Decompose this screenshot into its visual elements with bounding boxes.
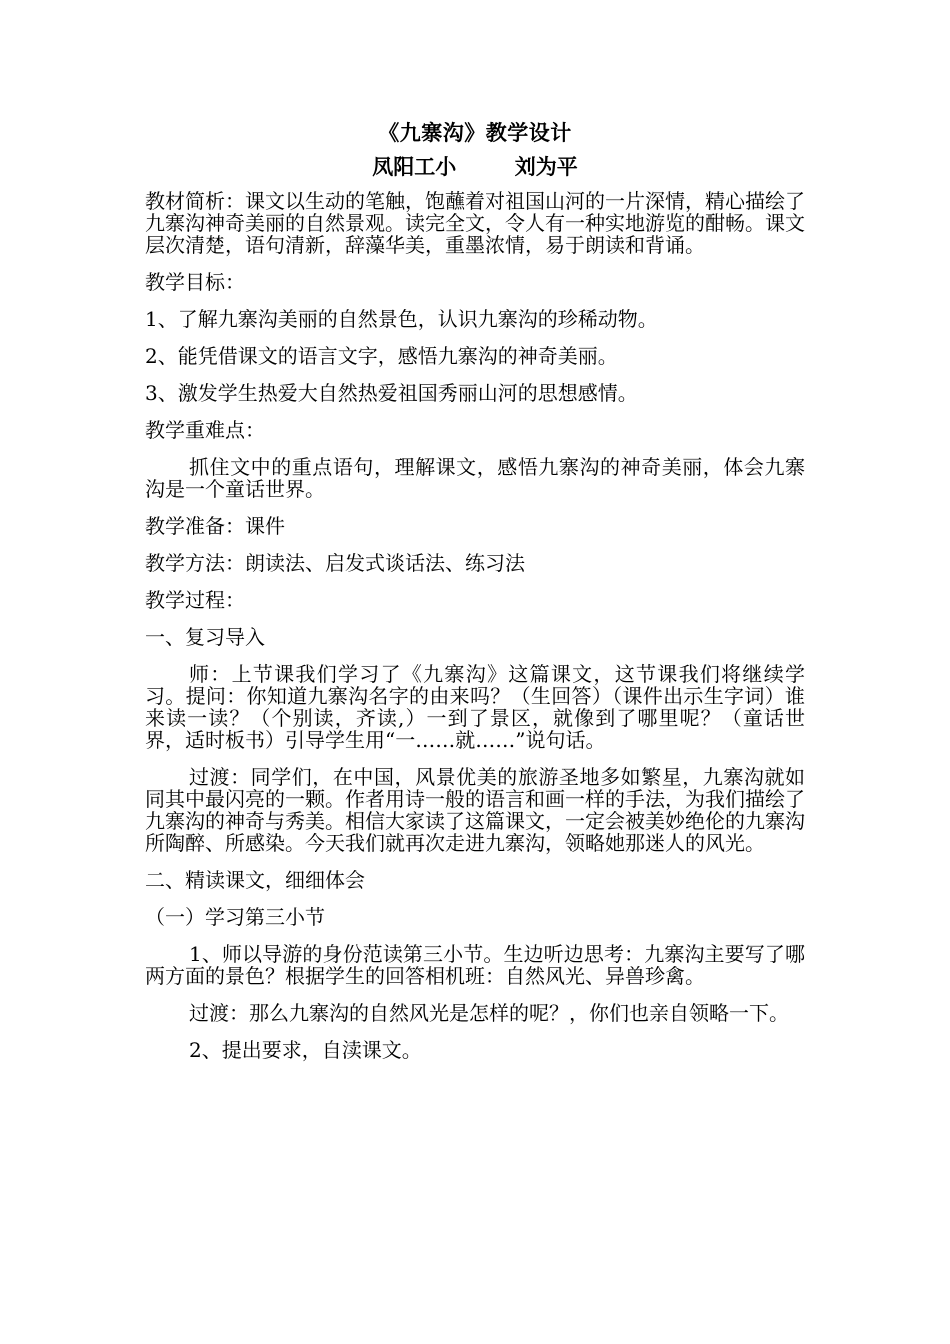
paragraph: 2、能凭借课文的语言文字，感悟九寨沟的神奇美丽。 bbox=[145, 344, 618, 368]
paragraph: 过渡：同学们，在中国，风景优美的旅游圣地多如繁星，九寨沟就如同其中最闪亮的一颗。作者用诗一般的语言和画一样的手法，为我们描绘了九寨沟的神奇与秀美。相信大家读了这篇课文，一定会被美妙绝伦的九寨沟所陶醉、所感染。今天我们就再次走进九寨沟，领略她那迷人的风光。 bbox=[145, 765, 805, 855]
paragraph: 1、了解九寨沟美丽的自然景色，认识九寨沟的珍稀动物。 bbox=[145, 307, 658, 331]
paragraph: 教学目标： bbox=[145, 270, 245, 294]
paragraph: 教材简析：课文以生动的笔触，饱蘸着对祖国山河的一片深情，精心描绘了九寨沟神奇美丽的自然景观。读完全文，令人有一种实地游览的酣畅。课文层次清楚，语句清新，辞藻华美，重墨浓情，易于朗读和背诵。 bbox=[145, 189, 805, 257]
paragraph: 教学重难点： bbox=[145, 418, 265, 442]
document-title: 《九寨沟》教学设计 bbox=[378, 120, 572, 145]
paragraph: 教学方法：朗读法、启发式谈话法、练习法 bbox=[145, 551, 525, 575]
paragraph: 教学准备：课件 bbox=[145, 514, 285, 538]
paragraph: 教学过程： bbox=[145, 588, 245, 612]
paragraph: 二、精读课文，细细体会 bbox=[145, 868, 365, 892]
paragraph: 2、提出要求，自渎课文。 bbox=[189, 1038, 422, 1062]
paragraph-list bbox=[145, 190, 805, 1061]
paragraph: 一、复习导入 bbox=[145, 625, 265, 649]
paragraph: 抓住文中的重点语句，理解课文，感悟九寨沟的神奇美丽，体会九寨沟是一个童话世界。 bbox=[145, 455, 805, 501]
paragraph: 3、激发学生热爱大自然热爱祖国秀丽山河的思想感情。 bbox=[145, 381, 638, 405]
paragraph: 过渡：那么九寨沟的自然风光是怎样的呢？，你们也亲自领略一下。 bbox=[189, 1001, 789, 1025]
paragraph: 师：上节课我们学习了《九寨沟》这篇课文，这节课我们将继续学习。提问：你知道九寨沟名字的由来吗？（生回答）（课件出示生字词）谁来读一读？（个别读，齐读,）一到了景区，就像到了哪里呢？（童话世界，适时板书）引导学生用“一……就……”说句话。 bbox=[145, 662, 805, 752]
paragraph: （一）学习第三小节 bbox=[145, 905, 325, 929]
document-author: 凤阳工小 刘为平 bbox=[372, 154, 578, 179]
document-body bbox=[145, 118, 805, 1076]
paragraph: 1、师以导游的身份范读第三小节。生边听边思考：九寨沟主要写了哪两方面的景色？根据学生的回答相机班：自然风光、异兽珍禽。 bbox=[145, 942, 805, 988]
